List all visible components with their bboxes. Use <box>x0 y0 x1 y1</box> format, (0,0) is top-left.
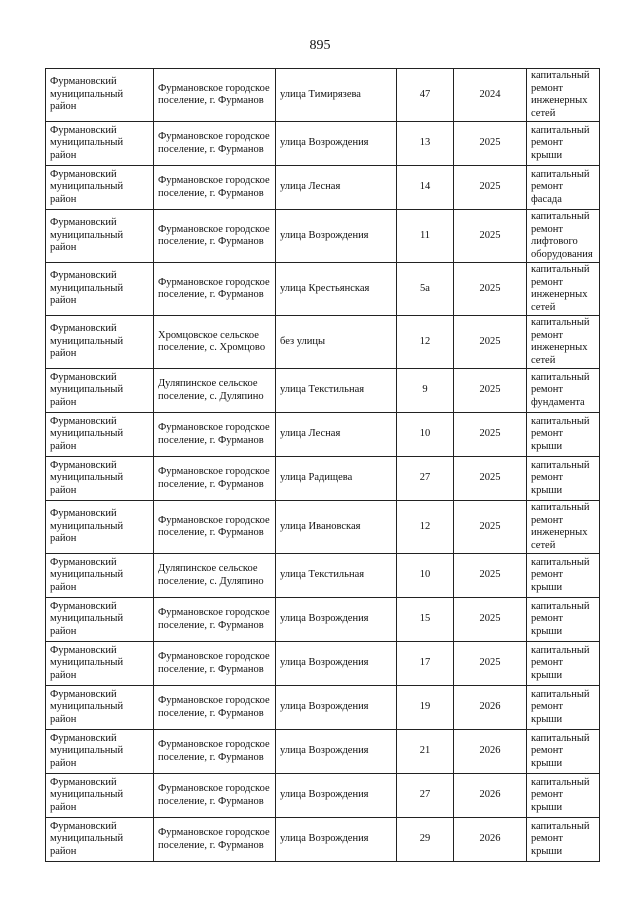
table-body <box>46 69 600 862</box>
table-row <box>46 263 600 316</box>
year-cell: 2026 <box>454 774 527 818</box>
street-cell: улица Текстильная <box>276 554 397 598</box>
table-row <box>46 369 600 413</box>
street-cell: улица Возрождения <box>276 686 397 730</box>
district-cell: Фурмановский муниципальный район <box>46 122 154 166</box>
district-cell: Фурмановский муниципальный район <box>46 598 154 642</box>
district-cell: Фурмановский муниципальный район <box>46 369 154 413</box>
street-cell: улица Радищева <box>276 457 397 501</box>
settlement-cell: Фурмановское городское поселение, г. Фурманов <box>154 413 276 457</box>
year-cell: 2025 <box>454 457 527 501</box>
table-row <box>46 554 600 598</box>
year-cell: 2026 <box>454 818 527 862</box>
street-cell: улица Возрождения <box>276 210 397 263</box>
work-type-cell: капитальный ремонт крыши <box>527 598 600 642</box>
house-number-cell: 11 <box>397 210 454 263</box>
house-number-cell: 47 <box>397 69 454 122</box>
street-cell: улица Лесная <box>276 166 397 210</box>
settlement-cell: Хромцовское сельское поселение, с. Хромцово <box>154 316 276 369</box>
year-cell: 2025 <box>454 598 527 642</box>
street-cell: улица Возрождения <box>276 122 397 166</box>
table-row <box>46 413 600 457</box>
house-number-cell: 21 <box>397 730 454 774</box>
house-number-cell: 13 <box>397 122 454 166</box>
district-cell: Фурмановский муниципальный район <box>46 413 154 457</box>
street-cell: без улицы <box>276 316 397 369</box>
table-row <box>46 730 600 774</box>
house-number-cell: 12 <box>397 501 454 554</box>
work-type-cell: капитальный ремонт крыши <box>527 818 600 862</box>
year-cell: 2026 <box>454 686 527 730</box>
district-cell: Фурмановский муниципальный район <box>46 316 154 369</box>
street-cell: улица Возрождения <box>276 642 397 686</box>
year-cell: 2025 <box>454 501 527 554</box>
table-row <box>46 774 600 818</box>
district-cell: Фурмановский муниципальный район <box>46 686 154 730</box>
settlement-cell: Фурмановское городское поселение, г. Фурманов <box>154 263 276 316</box>
house-number-cell: 15 <box>397 598 454 642</box>
house-number-cell: 29 <box>397 818 454 862</box>
settlement-cell: Фурмановское городское поселение, г. Фурманов <box>154 598 276 642</box>
district-cell: Фурмановский муниципальный район <box>46 166 154 210</box>
house-number-cell: 27 <box>397 457 454 501</box>
house-number-cell: 9 <box>397 369 454 413</box>
district-cell: Фурмановский муниципальный район <box>46 818 154 862</box>
street-cell: улица Лесная <box>276 413 397 457</box>
year-cell: 2025 <box>454 369 527 413</box>
work-type-cell: капитальный ремонт крыши <box>527 554 600 598</box>
house-number-cell: 5а <box>397 263 454 316</box>
table-row <box>46 122 600 166</box>
table-row <box>46 166 600 210</box>
settlement-cell: Фурмановское городское поселение, г. Фурманов <box>154 774 276 818</box>
settlement-cell: Фурмановское городское поселение, г. Фурманов <box>154 642 276 686</box>
table-row <box>46 69 600 122</box>
year-cell: 2025 <box>454 122 527 166</box>
year-cell: 2025 <box>454 554 527 598</box>
year-cell: 2025 <box>454 166 527 210</box>
house-number-cell: 10 <box>397 413 454 457</box>
district-cell: Фурмановский муниципальный район <box>46 554 154 598</box>
year-cell: 2025 <box>454 642 527 686</box>
house-number-cell: 27 <box>397 774 454 818</box>
table-row <box>46 686 600 730</box>
district-cell: Фурмановский муниципальный район <box>46 501 154 554</box>
settlement-cell: Фурмановское городское поселение, г. Фурманов <box>154 69 276 122</box>
house-number-cell: 14 <box>397 166 454 210</box>
settlement-cell: Фурмановское городское поселение, г. Фурманов <box>154 210 276 263</box>
work-type-cell: капитальный ремонт крыши <box>527 730 600 774</box>
table-row <box>46 642 600 686</box>
settlement-cell: Фурмановское городское поселение, г. Фурманов <box>154 730 276 774</box>
street-cell: улица Текстильная <box>276 369 397 413</box>
housing-repair-table <box>45 68 600 862</box>
work-type-cell: капитальный ремонт инженерных сетей <box>527 501 600 554</box>
year-cell: 2026 <box>454 730 527 774</box>
table-row <box>46 598 600 642</box>
settlement-cell: Дуляпинское сельское поселение, с. Дуляпино <box>154 369 276 413</box>
street-cell: улица Возрождения <box>276 598 397 642</box>
year-cell: 2024 <box>454 69 527 122</box>
district-cell: Фурмановский муниципальный район <box>46 69 154 122</box>
year-cell: 2025 <box>454 413 527 457</box>
page-number: 895 <box>309 38 331 53</box>
table-row <box>46 501 600 554</box>
work-type-cell: капитальный ремонт крыши <box>527 413 600 457</box>
district-cell: Фурмановский муниципальный район <box>46 642 154 686</box>
settlement-cell: Фурмановское городское поселение, г. Фурманов <box>154 686 276 730</box>
street-cell: улица Крестьянская <box>276 263 397 316</box>
table-row <box>46 210 600 263</box>
table-row <box>46 457 600 501</box>
district-cell: Фурмановский муниципальный район <box>46 457 154 501</box>
settlement-cell: Фурмановское городское поселение, г. Фурманов <box>154 818 276 862</box>
settlement-cell: Фурмановское городское поселение, г. Фурманов <box>154 166 276 210</box>
district-cell: Фурмановский муниципальный район <box>46 774 154 818</box>
house-number-cell: 12 <box>397 316 454 369</box>
work-type-cell: капитальный ремонт крыши <box>527 457 600 501</box>
street-cell: улица Возрождения <box>276 818 397 862</box>
settlement-cell: Фурмановское городское поселение, г. Фурманов <box>154 457 276 501</box>
street-cell: улица Возрождения <box>276 774 397 818</box>
street-cell: улица Тимирязева <box>276 69 397 122</box>
house-number-cell: 10 <box>397 554 454 598</box>
work-type-cell: капитальный ремонт крыши <box>527 686 600 730</box>
work-type-cell: капитальный ремонт фундамента <box>527 369 600 413</box>
work-type-cell: капитальный ремонт фасада <box>527 166 600 210</box>
district-cell: Фурмановский муниципальный район <box>46 210 154 263</box>
street-cell: улица Возрождения <box>276 730 397 774</box>
year-cell: 2025 <box>454 263 527 316</box>
year-cell: 2025 <box>454 316 527 369</box>
work-type-cell: капитальный ремонт инженерных сетей <box>527 316 600 369</box>
house-number-cell: 17 <box>397 642 454 686</box>
district-cell: Фурмановский муниципальный район <box>46 263 154 316</box>
street-cell: улица Ивановская <box>276 501 397 554</box>
settlement-cell: Фурмановское городское поселение, г. Фурманов <box>154 501 276 554</box>
work-type-cell: капитальный ремонт инженерных сетей <box>527 69 600 122</box>
work-type-cell: капитальный ремонт крыши <box>527 774 600 818</box>
settlement-cell: Фурмановское городское поселение, г. Фурманов <box>154 122 276 166</box>
work-type-cell: капитальный ремонт инженерных сетей <box>527 263 600 316</box>
settlement-cell: Дуляпинское сельское поселение, с. Дуляпино <box>154 554 276 598</box>
work-type-cell: капитальный ремонт крыши <box>527 122 600 166</box>
district-cell: Фурмановский муниципальный район <box>46 730 154 774</box>
work-type-cell: капитальный ремонт крыши <box>527 642 600 686</box>
house-number-cell: 19 <box>397 686 454 730</box>
year-cell: 2025 <box>454 210 527 263</box>
table-row <box>46 316 600 369</box>
work-type-cell: капитальный ремонт лифтового оборудования <box>527 210 600 263</box>
table-row <box>46 818 600 862</box>
